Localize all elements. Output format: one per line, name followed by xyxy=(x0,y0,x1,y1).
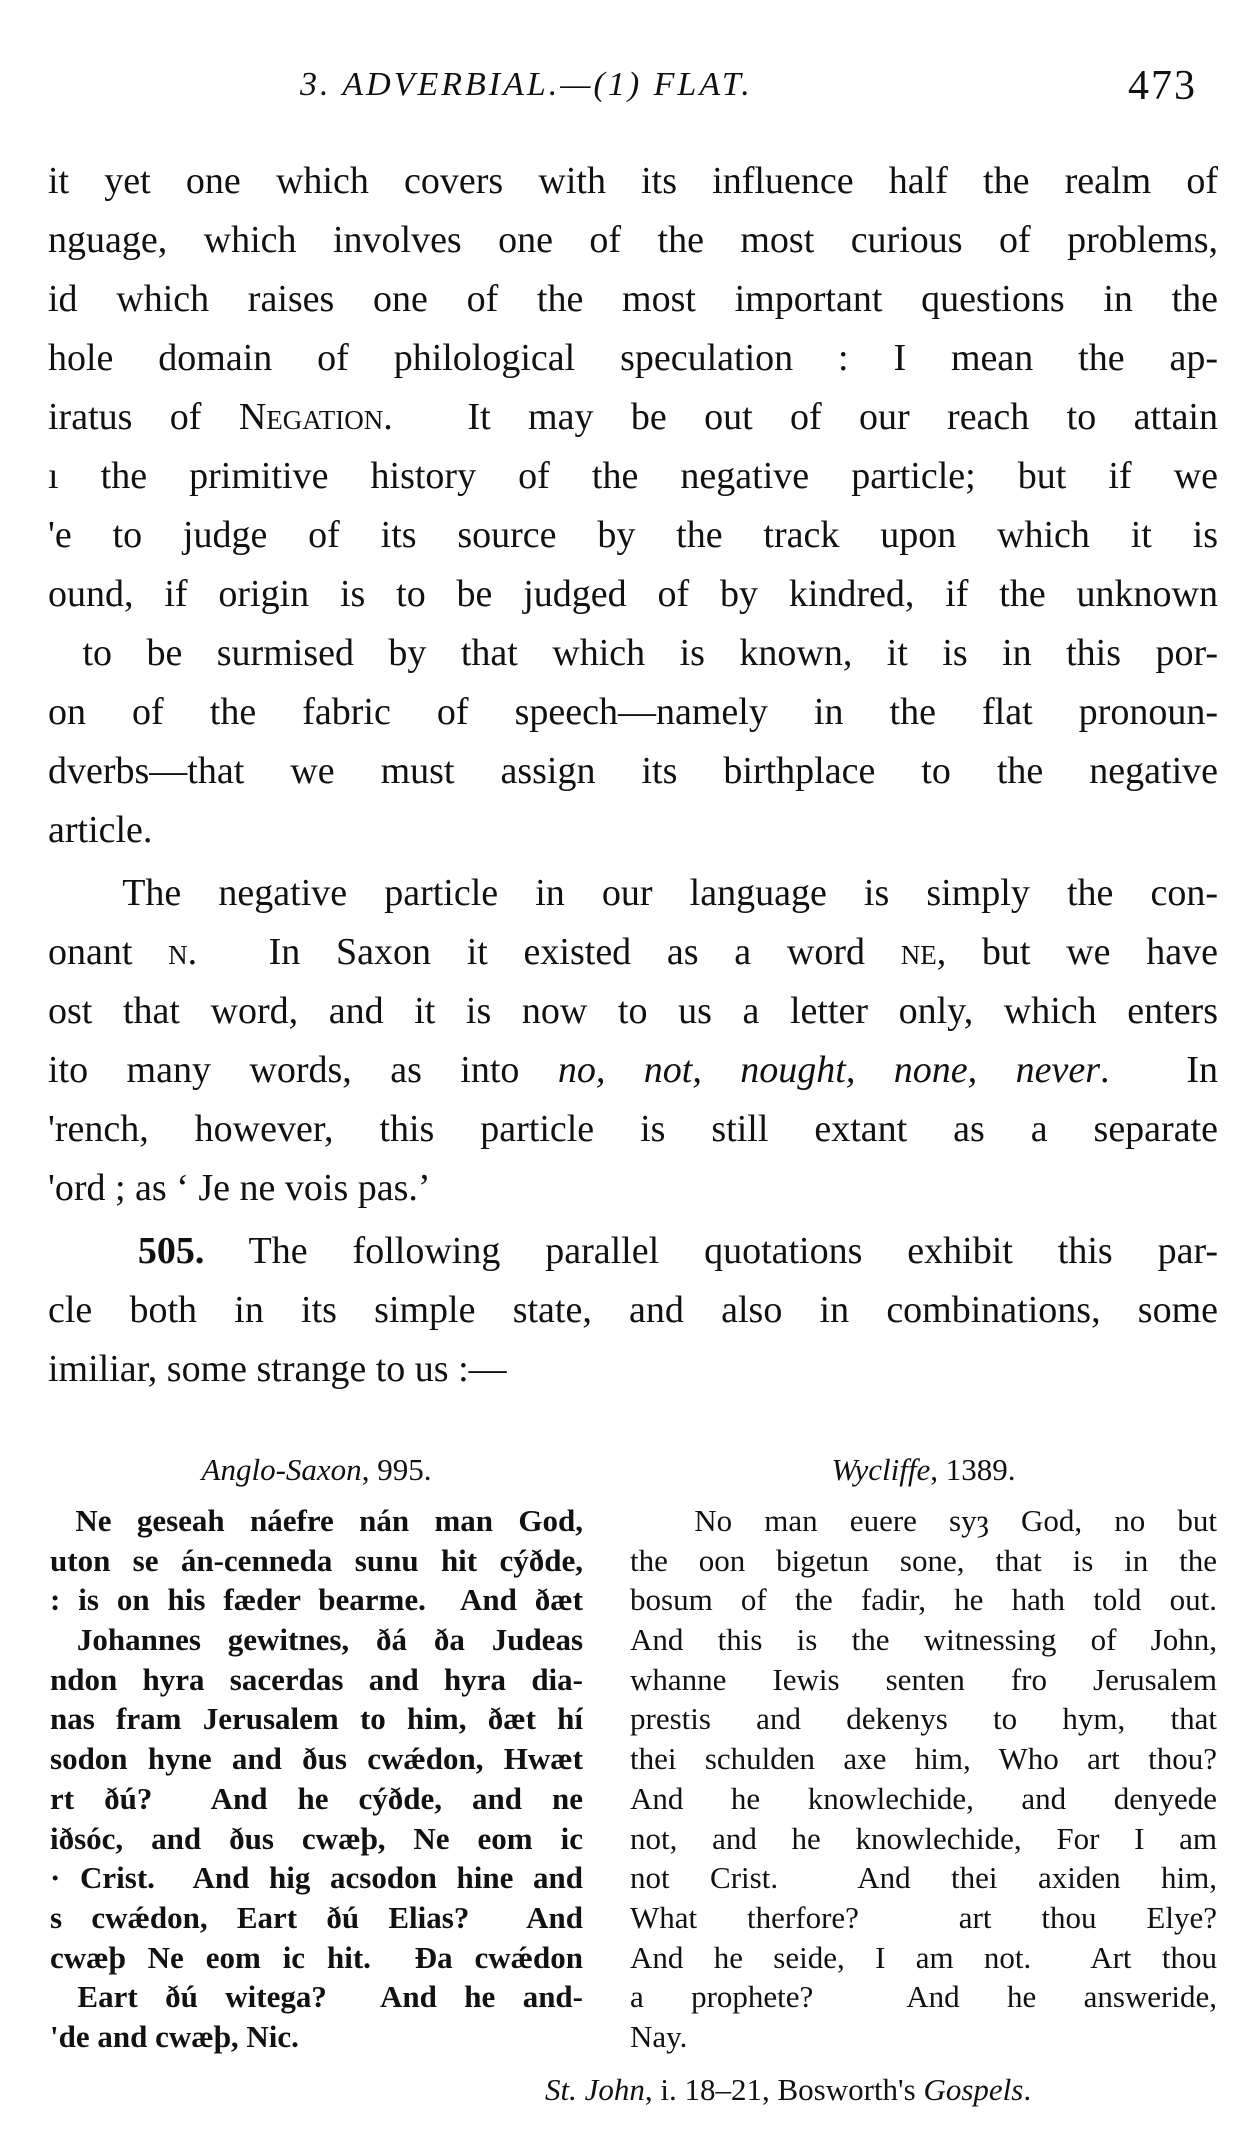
text-line xyxy=(48,388,1218,447)
text-run: . In Saxon it existed as a word xyxy=(187,931,901,973)
text-line xyxy=(50,1819,583,1859)
citation-source: Gospels xyxy=(923,2072,1024,2107)
text-run: The following parallel quotations exhibit this par- xyxy=(204,1230,1218,1272)
text-run: hole domain of philological speculation : I mean the ap- xyxy=(48,337,1218,379)
text-line xyxy=(630,1779,1217,1819)
running-header: 3. ADVERBIAL.—(1) FLAT. xyxy=(300,66,753,103)
text-line xyxy=(50,1977,583,2017)
text-run: . It may be out of our reach to attain xyxy=(383,396,1218,438)
text-line xyxy=(48,982,1218,1041)
citation-end: . xyxy=(1023,2072,1032,2107)
text-run: to be surmised by that which is known, it is in this por- xyxy=(48,632,1218,674)
heading-year: , 995. xyxy=(361,1452,432,1487)
text-line xyxy=(50,1699,583,1739)
text-run: iðsóc, and ðus cwæþ, Ne eom ic xyxy=(50,1820,583,1856)
text-run: , but we have xyxy=(936,931,1218,973)
text-line xyxy=(48,270,1218,329)
text-run: imiliar, some strange to us :— xyxy=(48,1348,507,1390)
text-run: ito many words, as into xyxy=(48,1049,558,1091)
text-run: The negative particle in our language is simply the con- xyxy=(48,872,1218,914)
text-line xyxy=(630,1620,1217,1660)
text-run: bosum of the fadir, he hath told out. xyxy=(630,1582,1217,1618)
text-run: ound, if origin is to be judged of by kindred, if the unknown xyxy=(48,573,1218,615)
text-run: onant xyxy=(48,931,169,973)
text-run: whanne Iewis senten fro Jerusalem xyxy=(630,1661,1217,1697)
text-run: . In xyxy=(1099,1049,1218,1091)
text-line xyxy=(50,1779,583,1819)
text-run: Ne geseah náefre nán man God, xyxy=(50,1503,583,1538)
heading-year: , 1389. xyxy=(930,1452,1016,1487)
text-line xyxy=(630,1858,1217,1898)
text-run: iratus of xyxy=(48,396,239,438)
wycliffe-heading xyxy=(630,1452,1217,1488)
text-line xyxy=(48,801,1218,860)
text-run: n xyxy=(168,931,188,973)
wycliffe-column xyxy=(630,1501,1217,2057)
text-line xyxy=(50,1938,583,1978)
text-run: the oon bigetun sone, that is in the xyxy=(630,1542,1217,1578)
text-run: s cwǽdon, Eart ðú Elias? And xyxy=(50,1899,583,1935)
text-line xyxy=(50,1580,583,1620)
text-run: 'ord ; as ‘ Je ne vois pas.’ xyxy=(48,1167,431,1209)
text-run: cwæþ Ne eom ic hit. Đa cwǽdon xyxy=(50,1939,583,1975)
text-line xyxy=(48,742,1218,801)
text-line xyxy=(48,624,1218,683)
text-run: on of the fabric of speech—namely in the flat pronoun- xyxy=(48,691,1218,733)
text-run: sodon hyne and ðus cwǽdon, Hwæt xyxy=(50,1741,583,1777)
text-run: 505. xyxy=(48,1230,205,1272)
text-line xyxy=(48,1041,1218,1100)
heading-title: Anglo-Saxon xyxy=(201,1452,362,1487)
anglo-saxon-heading xyxy=(50,1452,583,1488)
text-line xyxy=(48,923,1218,982)
text-line xyxy=(48,1100,1218,1159)
text-line xyxy=(48,152,1218,211)
text-line xyxy=(50,1898,583,1938)
text-line xyxy=(630,1938,1217,1978)
text-line xyxy=(630,1739,1217,1779)
text-run: ne xyxy=(900,931,937,973)
text-run: rt ðú? And he cýðde, and ne xyxy=(50,1780,583,1816)
text-line xyxy=(630,1660,1217,1700)
citation-book: St. John xyxy=(545,2072,645,2107)
heading-title: Wycliffe xyxy=(831,1452,931,1487)
text-line xyxy=(50,1501,583,1541)
text-run: no, not, nought, none, never xyxy=(557,1049,1100,1091)
text-line xyxy=(50,1541,583,1581)
text-line xyxy=(48,506,1218,565)
text-line xyxy=(50,1660,583,1700)
text-line xyxy=(50,1620,583,1660)
text-line xyxy=(48,1281,1218,1340)
text-line xyxy=(50,2017,583,2057)
text-line xyxy=(48,447,1218,506)
text-line xyxy=(48,565,1218,624)
text-line xyxy=(48,211,1218,270)
main-text xyxy=(48,152,1218,1399)
text-line xyxy=(48,1159,1218,1218)
text-run: 'de and cwæþ, Nic. xyxy=(50,2018,299,2054)
text-run: not Crist. And thei axiden him, xyxy=(630,1860,1217,1896)
text-run: ndon hyra sacerdas and hyra dia- xyxy=(50,1661,583,1697)
text-line xyxy=(630,1977,1217,2017)
text-run: No man euere syȝ God, no but xyxy=(630,1503,1217,1538)
text-run: article. xyxy=(48,809,153,851)
citation xyxy=(545,2072,1031,2108)
text-run: cle both in its simple state, and also in combinations, some xyxy=(48,1289,1218,1331)
citation-verse: , i. 18–21, Bosworth's xyxy=(644,2072,924,2107)
text-run: id which raises one of the most important questions in the xyxy=(48,278,1218,320)
text-run: it yet one which covers with its influence half the realm of xyxy=(48,160,1218,202)
text-line xyxy=(630,1580,1217,1620)
text-run: Eart ðú witega? And he and- xyxy=(50,1979,583,2015)
text-run: ost that word, and it is now to us a letter only, which enters xyxy=(48,990,1218,1032)
text-line xyxy=(48,329,1218,388)
text-line xyxy=(630,1541,1217,1581)
text-run: not, and he knowlechide, For I am xyxy=(630,1820,1217,1856)
text-line xyxy=(48,683,1218,742)
text-run: uton se án-cenneda sunu hit cýðde, xyxy=(50,1542,583,1578)
text-run: dverbs—that we must assign its birthplace to the negative xyxy=(48,750,1218,792)
text-line xyxy=(630,1699,1217,1739)
text-line xyxy=(630,2017,1217,2057)
text-line xyxy=(48,1222,1218,1281)
text-run: nguage, which involves one of the most curious of problems, xyxy=(48,219,1218,261)
text-run: · Crist. And hig acsodon hine and xyxy=(50,1860,583,1896)
text-run: And he seide, I am not. Art thou xyxy=(630,1939,1217,1975)
text-line xyxy=(630,1819,1217,1859)
text-line xyxy=(48,864,1218,923)
text-run: And this is the witnessing of John, xyxy=(630,1622,1217,1658)
text-run: : is on his fæder bearme. And ðæt xyxy=(50,1582,583,1618)
text-line xyxy=(630,1501,1217,1541)
text-line xyxy=(50,1858,583,1898)
text-line xyxy=(50,1739,583,1779)
text-run: a prophete? And he answeride, xyxy=(630,1979,1217,2015)
text-line xyxy=(630,1898,1217,1938)
text-run: What therfore? art thou Elye? xyxy=(630,1899,1217,1935)
anglo-saxon-column xyxy=(50,1501,583,2057)
text-run: ı the primitive history of the negative particle; but if we xyxy=(48,455,1218,497)
text-run: 'rench, however, this particle is still extant as a separate xyxy=(48,1108,1218,1150)
text-run: Nay. xyxy=(630,2018,688,2054)
text-run: And he knowlechide, and denyede xyxy=(630,1780,1217,1816)
text-line xyxy=(48,1340,1218,1399)
text-run: thei schulden axe him, Who art thou? xyxy=(630,1741,1217,1777)
text-run: nas fram Jerusalem to him, ðæt hí xyxy=(50,1701,583,1737)
text-run: Negation xyxy=(238,396,384,438)
text-run: 'e to judge of its source by the track upon which it is xyxy=(48,514,1218,556)
page-number: 473 xyxy=(1128,63,1197,109)
text-run: prestis and dekenys to hym, that xyxy=(630,1701,1217,1737)
text-run: Johannes gewitnes, ðá ða Judeas xyxy=(50,1622,583,1658)
